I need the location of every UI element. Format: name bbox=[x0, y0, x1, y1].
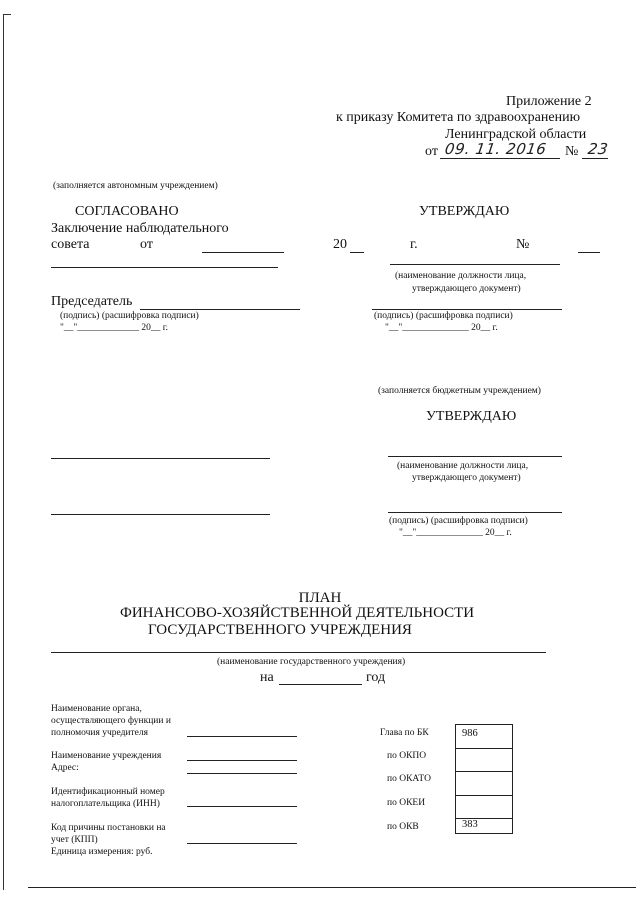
approve-title-autonomous: УТВЕРЖДАЮ bbox=[419, 204, 510, 219]
institution-name-caption: (наименование государственного учреждения) bbox=[217, 657, 406, 667]
code-cell-okpo[interactable] bbox=[456, 749, 512, 773]
budget-left-field-2[interactable] bbox=[51, 514, 270, 515]
conclusion-year-prefix: 20 bbox=[333, 237, 347, 252]
conclusion-from-label: от bbox=[140, 237, 153, 252]
conclusion-year-suffix: г. bbox=[410, 237, 418, 252]
plan-subtitle-1: ФИНАНСОВО-ХОЗЯЙСТВЕННОЙ ДЕЯТЕЛЬНОСТИ bbox=[120, 605, 475, 621]
plan-title: ПЛАН bbox=[298, 590, 342, 606]
code-cell-okei[interactable] bbox=[456, 796, 512, 820]
order-number-underline bbox=[582, 158, 608, 159]
code-label-bk: Глава по БК bbox=[380, 728, 429, 738]
institution-name-field[interactable] bbox=[51, 652, 546, 653]
conclusion-date-field[interactable] bbox=[202, 252, 284, 253]
autonomous-note: (заполняется автономным учреждением) bbox=[53, 181, 218, 191]
code-cell-okato[interactable] bbox=[456, 772, 512, 796]
address-label: Адрес: bbox=[51, 763, 79, 773]
code-cell-bk[interactable]: 986 bbox=[456, 725, 512, 749]
conclusion-number-field[interactable] bbox=[578, 252, 600, 253]
order-date-prefix: от bbox=[425, 144, 438, 159]
page-frame-left-edge bbox=[3, 14, 4, 890]
chairman-signature-caption: (подпись) (расшифровка подписи) bbox=[60, 311, 199, 321]
institution-field[interactable] bbox=[187, 760, 297, 761]
approver-signature-caption-autonomous: (подпись) (расшифровка подписи) bbox=[374, 311, 513, 321]
order-date-handwritten: 09. 11. 2016 bbox=[443, 140, 548, 158]
organ-label-2: осуществляющего функции и bbox=[51, 716, 171, 726]
address-field[interactable] bbox=[187, 773, 297, 774]
region-line: Ленинградской области bbox=[445, 127, 587, 142]
approver-position-field-autonomous[interactable] bbox=[390, 264, 560, 265]
codes-table bbox=[455, 724, 513, 834]
inn-label-1: Идентификационный номер bbox=[51, 787, 165, 797]
plan-subtitle-2: ГОСУДАРСТВЕННОГО УЧРЕЖДЕНИЯ bbox=[148, 622, 412, 638]
page-frame-top-edge bbox=[3, 14, 11, 15]
institution-label: Наименование учреждения bbox=[51, 751, 162, 761]
plan-year-field[interactable] bbox=[279, 684, 362, 685]
organ-label-1: Наименование органа, bbox=[51, 704, 142, 714]
approver-position-field-budget[interactable] bbox=[388, 456, 562, 457]
conclusion-extra-line[interactable] bbox=[51, 267, 278, 268]
conclusion-year-field[interactable] bbox=[350, 252, 364, 253]
chairman-signature-field[interactable] bbox=[140, 309, 300, 310]
agreed-title: СОГЛАСОВАНО bbox=[75, 204, 179, 219]
kpp-field[interactable] bbox=[187, 843, 297, 844]
budget-position-caption-1: (наименование должности лица, bbox=[397, 461, 529, 471]
chairman-label: Председатель bbox=[51, 294, 133, 309]
approver-signature-field-autonomous[interactable] bbox=[372, 309, 562, 310]
approver-position-caption-1: (наименование должности лица, bbox=[395, 271, 527, 281]
budget-left-field-1[interactable] bbox=[51, 458, 270, 459]
organ-label-3: полномочия учредителя bbox=[51, 728, 148, 738]
budget-signature-caption: (подпись) (расшифровка подписи) bbox=[389, 516, 528, 526]
order-line: к приказу Комитета по здравоохранению bbox=[336, 110, 581, 125]
code-label-okpo: по ОКПО bbox=[387, 751, 427, 761]
order-number-prefix: № bbox=[565, 144, 579, 159]
plan-year-suffix: год bbox=[366, 670, 386, 685]
inn-field[interactable] bbox=[187, 806, 297, 807]
inn-label-2: налогоплательщика (ИНН) bbox=[51, 799, 160, 809]
code-label-okv: по ОКВ bbox=[387, 822, 419, 832]
code-cell-okv[interactable]: 383 bbox=[462, 819, 478, 830]
order-number-handwritten: 23 bbox=[586, 140, 610, 158]
budget-note: (заполняется бюджетным учреждением) bbox=[378, 386, 541, 396]
organ-field[interactable] bbox=[187, 736, 297, 737]
chairman-date-line: "__"_____________ 20__ г. bbox=[60, 323, 168, 333]
unit-label: Единица измерения: руб. bbox=[51, 847, 153, 857]
approve-title-budget: УТВЕРЖДАЮ bbox=[426, 409, 517, 424]
conclusion-line-1: Заключение наблюдательного bbox=[51, 221, 229, 236]
kpp-label-2: учет (КПП) bbox=[51, 835, 98, 845]
approver-signature-field-budget[interactable] bbox=[388, 512, 562, 513]
conclusion-number-sign: № bbox=[516, 237, 530, 252]
order-date-underline bbox=[440, 158, 560, 159]
code-label-okato: по ОКАТО bbox=[387, 774, 431, 784]
page-frame-bottom-edge bbox=[28, 887, 636, 888]
approver-date-line-autonomous: "__"______________ 20__ г. bbox=[385, 323, 498, 333]
budget-position-caption-2: утверждающего документ) bbox=[412, 473, 521, 483]
approver-position-caption-2: утверждающего документ) bbox=[412, 284, 521, 294]
appendix-label: Приложение 2 bbox=[506, 94, 592, 109]
plan-year-prefix: на bbox=[260, 670, 274, 685]
conclusion-line-2: совета bbox=[51, 237, 90, 252]
budget-date-line: "__"______________ 20__ г. bbox=[399, 528, 512, 538]
kpp-label-1: Код причины постановки на bbox=[51, 823, 166, 833]
code-label-okei: по ОКЕИ bbox=[387, 798, 426, 808]
